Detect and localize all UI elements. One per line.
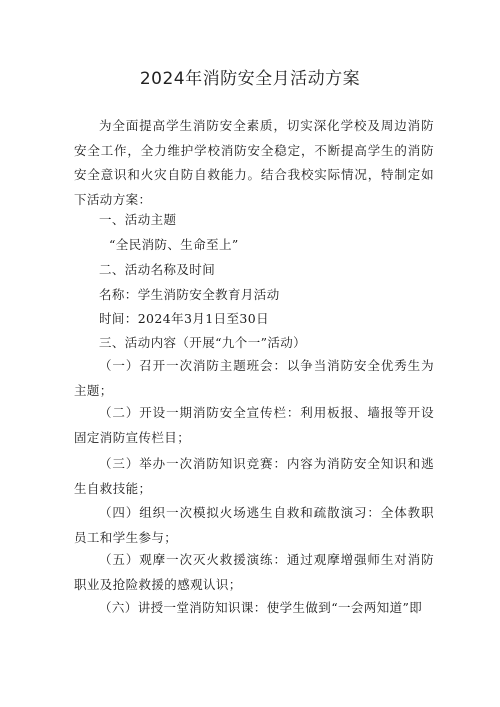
content-item: （三）举办一次消防知识竞赛：内容为消防安全知识和逃生自救技能； [74,456,434,496]
content-item: （六）讲授一堂消防知识课：使学生做到“一会两知道”即 [99,600,423,615]
document-title: 2024年消防安全月活动方案 [139,69,361,89]
section-heading-content: 三、活动内容（开展“九个一”活动） [99,335,307,350]
activity-name: 名称：学生消防安全教育月活动 [99,287,280,302]
section-heading-theme: 一、活动主题 [99,212,177,227]
intro-paragraph: 为全面提高学生消防安全素质，切实深化学校及周边消防安全工作，全力维护学校消防安全稳定，不断提高学生的消防安全意识和火灾自防自救能力。结合我校实际情况，特制定如下活动方案： [74,118,434,207]
content-item: （五）观摩一次灭火救援演练：通过观摩增强师生对消防职业及抢险救援的感观认识； [74,552,434,592]
content-item: （四）组织一次模拟火场逃生自救和疏散演习：全体教职员工和学生参与； [74,505,434,545]
section-heading-name-time: 二、活动名称及时间 [99,262,216,277]
content-item: （一）召开一次消防主题班会：以争当消防安全优秀生为主题； [74,358,434,398]
activity-theme: “全民消防、生命至上” [109,237,239,252]
activity-time: 时间：2024年3月1日至30日 [99,311,270,326]
content-item: （二）开设一期消防安全宣传栏：利用板报、墙报等开设固定消防宣传栏目； [74,405,434,445]
